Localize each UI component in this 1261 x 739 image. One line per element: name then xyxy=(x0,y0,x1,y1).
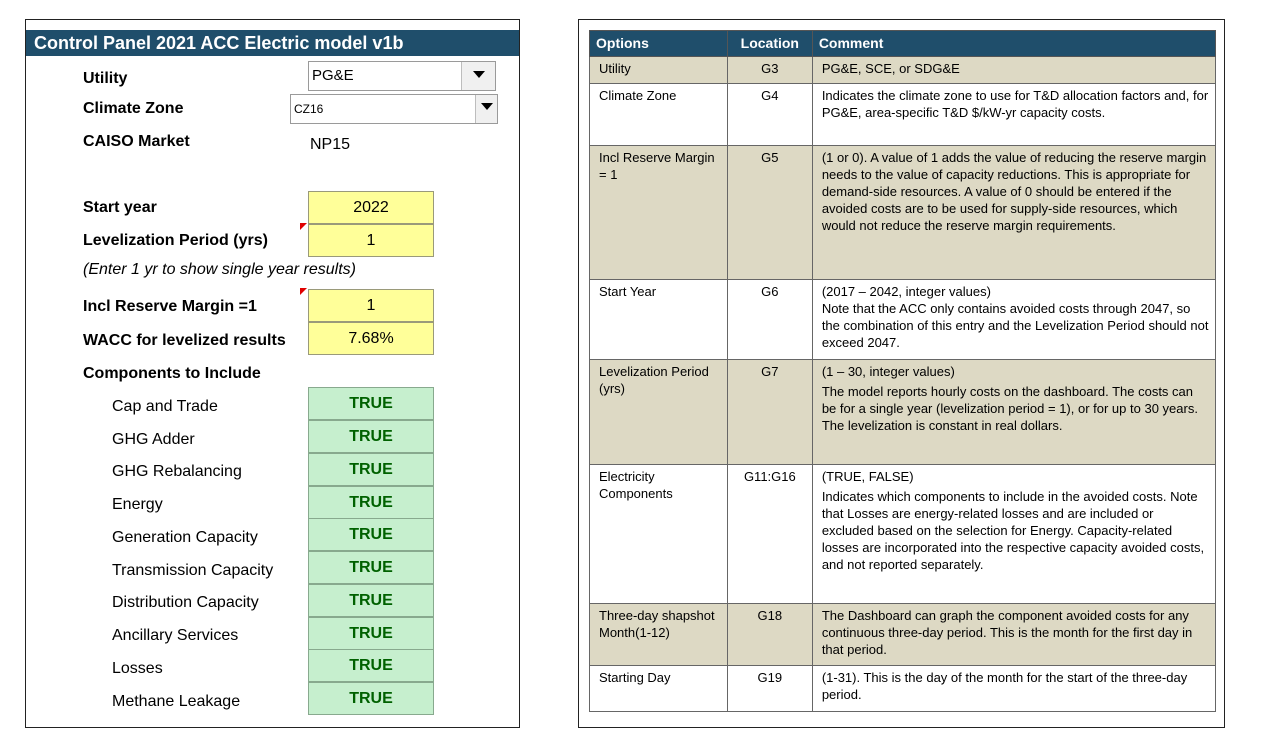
comment-text: (1 – 30, integer values) xyxy=(821,364,955,379)
wacc-cell[interactable]: 7.68% xyxy=(308,322,434,355)
option-cell: Utility xyxy=(590,57,728,84)
comment-cell xyxy=(812,146,1215,280)
chevron-down-icon[interactable] xyxy=(475,95,497,123)
levelization-hint: (Enter 1 yr to show single year results) xyxy=(83,261,356,278)
caiso-market-value: NP15 xyxy=(310,136,351,153)
component-label-losses: Losses xyxy=(112,660,163,677)
comment-indicator-icon xyxy=(300,223,307,230)
comment-cell xyxy=(812,604,1215,666)
comment-indicator-icon xyxy=(300,288,307,295)
comment-text: PG&E, SCE, or SDG&E xyxy=(821,61,960,76)
comment-cell xyxy=(812,280,1215,360)
climate-zone-dropdown[interactable] xyxy=(290,94,498,124)
column-header-comment: Comment xyxy=(812,31,1215,57)
comment-cell xyxy=(812,465,1215,604)
location-cell: G7 xyxy=(727,360,812,465)
option-cell: Levelization Period (yrs) xyxy=(590,360,728,465)
table-row xyxy=(590,146,1216,280)
location-cell: G18 xyxy=(727,604,812,666)
component-toggle-ghg-adder[interactable]: TRUE xyxy=(308,420,434,453)
climate-zone-value: CZ16 xyxy=(294,102,324,116)
option-cell: Incl Reserve Margin = 1 xyxy=(590,146,728,280)
table-row xyxy=(590,604,1216,666)
table-row xyxy=(590,666,1216,712)
component-label-methane-leakage: Methane Leakage xyxy=(112,693,241,710)
comment-text: The Dashboard can graph the component avoided costs for any continuous three-day period. This is the month for the first day in that period. xyxy=(821,608,1193,657)
comment-text: The model reports hourly costs on the dashboard. The costs can be for a single year (levelization period = 1), or for up to 30 years. The levelization is constant in real dollars. xyxy=(821,384,1198,433)
comment-text: (TRUE, FALSE) xyxy=(821,469,914,484)
location-cell: G4 xyxy=(727,84,812,146)
panel-title: Control Panel 2021 ACC Electric model v1b xyxy=(26,30,519,56)
location-cell: G19 xyxy=(727,666,812,712)
component-toggle-cap-and-trade[interactable]: TRUE xyxy=(308,387,434,420)
table-row xyxy=(590,57,1216,84)
component-toggle-methane-leakage[interactable]: TRUE xyxy=(308,682,434,715)
component-label-transmission-capacity: Transmission Capacity xyxy=(112,562,274,579)
start-year-label: Start year xyxy=(83,199,157,216)
location-cell: G6 xyxy=(727,280,812,360)
table-row xyxy=(590,360,1216,465)
component-label-ghg-adder: GHG Adder xyxy=(112,431,195,448)
components-heading: Components to Include xyxy=(83,365,261,382)
component-toggle-ancillary-services[interactable]: TRUE xyxy=(308,617,434,650)
component-label-cap-and-trade: Cap and Trade xyxy=(112,398,218,415)
reserve-margin-label: Incl Reserve Margin =1 xyxy=(83,298,257,315)
table-row xyxy=(590,465,1216,604)
caiso-market-label: CAISO Market xyxy=(83,133,190,150)
utility-value: PG&E xyxy=(312,67,354,84)
options-table-panel xyxy=(578,19,1225,728)
comment-cell xyxy=(812,84,1215,146)
comment-text: (1 or 0). A value of 1 adds the value of reducing the reserve margin needs to the value of capacity reductions. This is appropriate for demand-side resources. A value of 0 should be entered if the avoided costs are to be used for supply-side resources, which would not reduce the reserve margin requirements. xyxy=(821,150,1207,233)
comment-cell xyxy=(812,57,1215,84)
component-toggle-ghg-rebalancing[interactable]: TRUE xyxy=(308,453,434,486)
component-toggle-generation-capacity[interactable]: TRUE xyxy=(308,518,434,551)
component-toggle-transmission-capacity[interactable]: TRUE xyxy=(308,551,434,584)
utility-dropdown[interactable] xyxy=(308,61,496,91)
comment-cell xyxy=(812,360,1215,465)
option-cell: Starting Day xyxy=(590,666,728,712)
comment-text: Indicates which components to include in the avoided costs. Note that Losses are energy-related losses and are included or excluded based on the selection for Energy. Capacity-related losses are incorporated into the respective capacity avoided costs, and not reported separately. xyxy=(821,489,1205,572)
reserve-margin-cell[interactable]: 1 xyxy=(308,289,434,322)
component-label-ghg-rebalancing: GHG Rebalancing xyxy=(112,463,242,480)
option-cell: Climate Zone xyxy=(590,84,728,146)
component-toggle-distribution-capacity[interactable]: TRUE xyxy=(308,584,434,617)
component-label-generation-capacity: Generation Capacity xyxy=(112,529,258,546)
levelization-cell[interactable]: 1 xyxy=(308,224,434,257)
climate-zone-label: Climate Zone xyxy=(83,100,184,117)
component-toggle-energy[interactable]: TRUE xyxy=(308,486,434,519)
comment-text: (1-31). This is the day of the month for the start of the three-day period. xyxy=(821,670,1188,702)
location-cell: G11:G16 xyxy=(727,465,812,604)
control-panel xyxy=(25,19,520,728)
component-label-distribution-capacity: Distribution Capacity xyxy=(112,594,259,611)
component-toggle-losses[interactable]: TRUE xyxy=(308,649,434,682)
table-row xyxy=(590,280,1216,360)
wacc-label: WACC for levelized results xyxy=(83,332,286,349)
utility-label: Utility xyxy=(83,70,128,87)
component-label-ancillary-services: Ancillary Services xyxy=(112,627,239,644)
start-year-cell[interactable]: 2022 xyxy=(308,191,434,224)
column-header-location: Location xyxy=(727,31,812,57)
location-cell: G3 xyxy=(727,57,812,84)
levelization-label: Levelization Period (yrs) xyxy=(83,232,268,249)
table-row xyxy=(590,84,1216,146)
options-table xyxy=(589,30,1216,712)
column-header-options: Options xyxy=(590,31,728,57)
option-cell: Start Year xyxy=(590,280,728,360)
option-cell: Electricity Components xyxy=(590,465,728,604)
component-label-energy: Energy xyxy=(112,496,163,513)
table-header-row xyxy=(590,31,1216,57)
comment-text: Indicates the climate zone to use for T&D allocation factors and, for PG&E, area-specific T&D $/kW-yr capacity costs. xyxy=(821,88,1209,120)
location-cell: G5 xyxy=(727,146,812,280)
option-cell: Three-day shapshot Month(1-12) xyxy=(590,604,728,666)
comment-text: (2017 – 2042, integer values) xyxy=(821,284,991,299)
comment-cell xyxy=(812,666,1215,712)
comment-text: Note that the ACC only contains avoided costs through 2047, so the combination of this entry and the Levelization Period should not exceed 2047. xyxy=(821,301,1209,350)
chevron-down-icon[interactable] xyxy=(461,62,495,90)
